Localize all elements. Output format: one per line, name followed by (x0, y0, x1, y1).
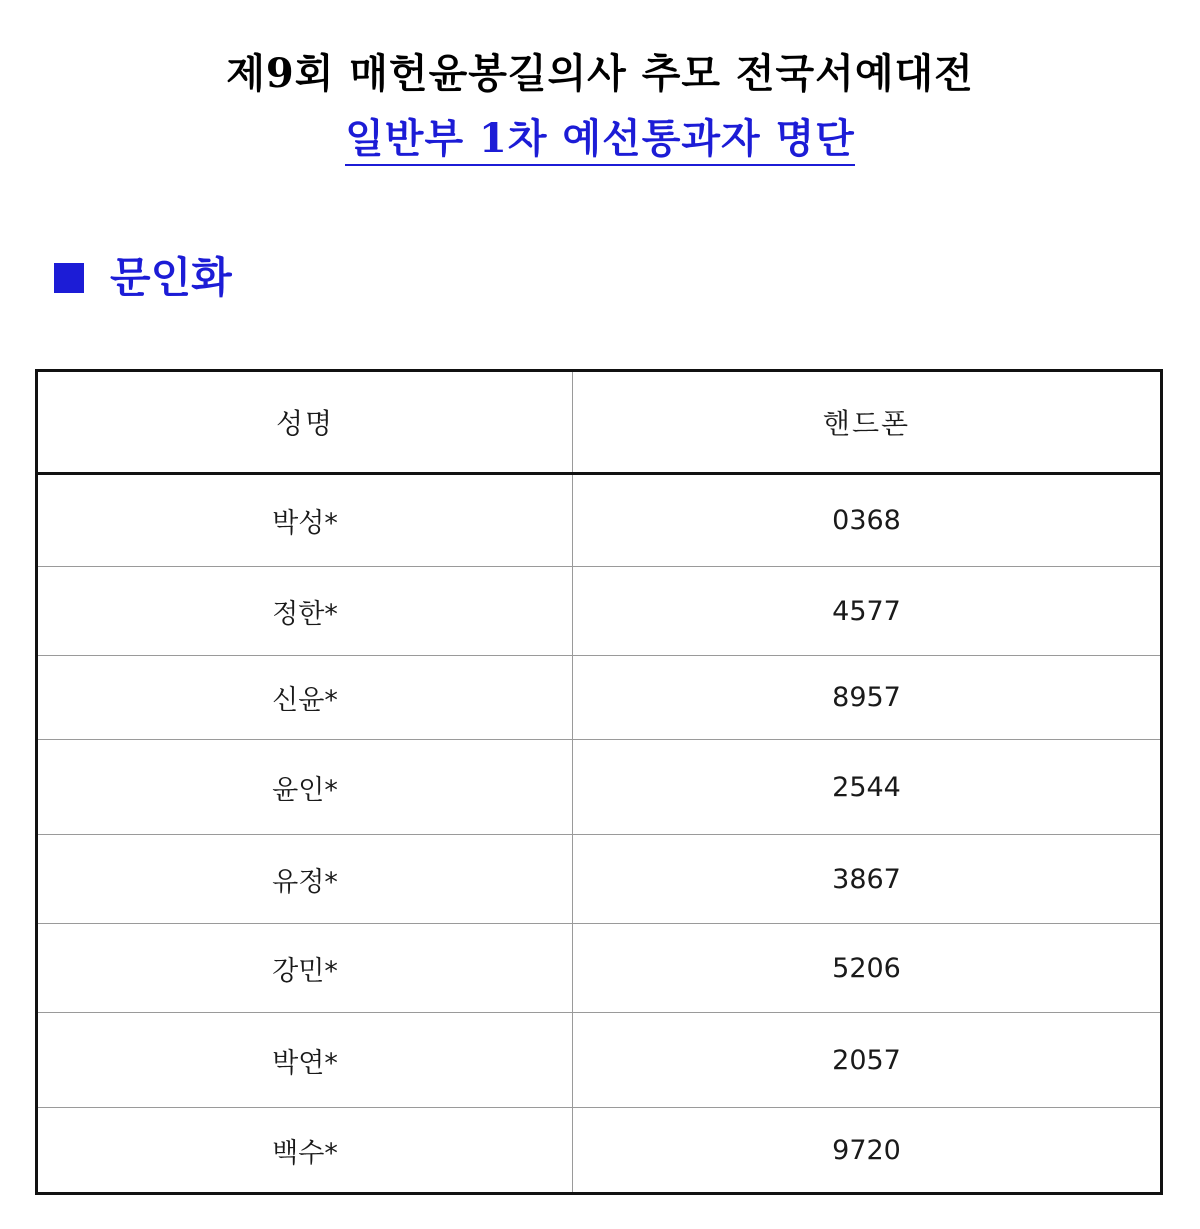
section-heading (54, 250, 232, 306)
table-row (37, 474, 1162, 567)
table-row (37, 567, 1162, 656)
cell-name: 박연* (37, 1013, 573, 1108)
cell-name: 윤인* (37, 740, 573, 835)
cell-phone: 2057 (573, 1013, 1162, 1108)
table-row (37, 740, 1162, 835)
column-header-name: 성명 (37, 371, 573, 474)
table-body (37, 474, 1162, 1194)
cell-phone: 5206 (573, 924, 1162, 1013)
cell-name: 유정* (37, 835, 573, 924)
section-label: 문인화 (110, 253, 232, 302)
square-bullet-icon (54, 263, 84, 293)
cell-phone: 3867 (573, 835, 1162, 924)
table-header (37, 371, 1162, 474)
table-row (37, 1013, 1162, 1108)
page-subtitle: 일반부 1차 예선통과자 명단 (345, 114, 855, 166)
subtitle-wrapper (0, 114, 1200, 166)
cell-name: 강민* (37, 924, 573, 1013)
table-row (37, 924, 1162, 1013)
cell-phone: 0368 (573, 474, 1162, 567)
table-row (37, 656, 1162, 740)
column-header-phone: 핸드폰 (573, 371, 1162, 474)
table-row (37, 835, 1162, 924)
results-table (35, 369, 1163, 1195)
cell-name: 신윤* (37, 656, 573, 740)
cell-phone: 2544 (573, 740, 1162, 835)
cell-phone: 4577 (573, 567, 1162, 656)
cell-name: 백수* (37, 1108, 573, 1194)
cell-name: 정한* (37, 567, 573, 656)
cell-phone: 8957 (573, 656, 1162, 740)
cell-name: 박성* (37, 474, 573, 567)
page-title: 제9회 매헌윤봉길의사 추모 전국서예대전 (226, 50, 974, 97)
table-row (37, 1108, 1162, 1194)
cell-phone: 9720 (573, 1108, 1162, 1194)
table-header-row (37, 371, 1162, 474)
